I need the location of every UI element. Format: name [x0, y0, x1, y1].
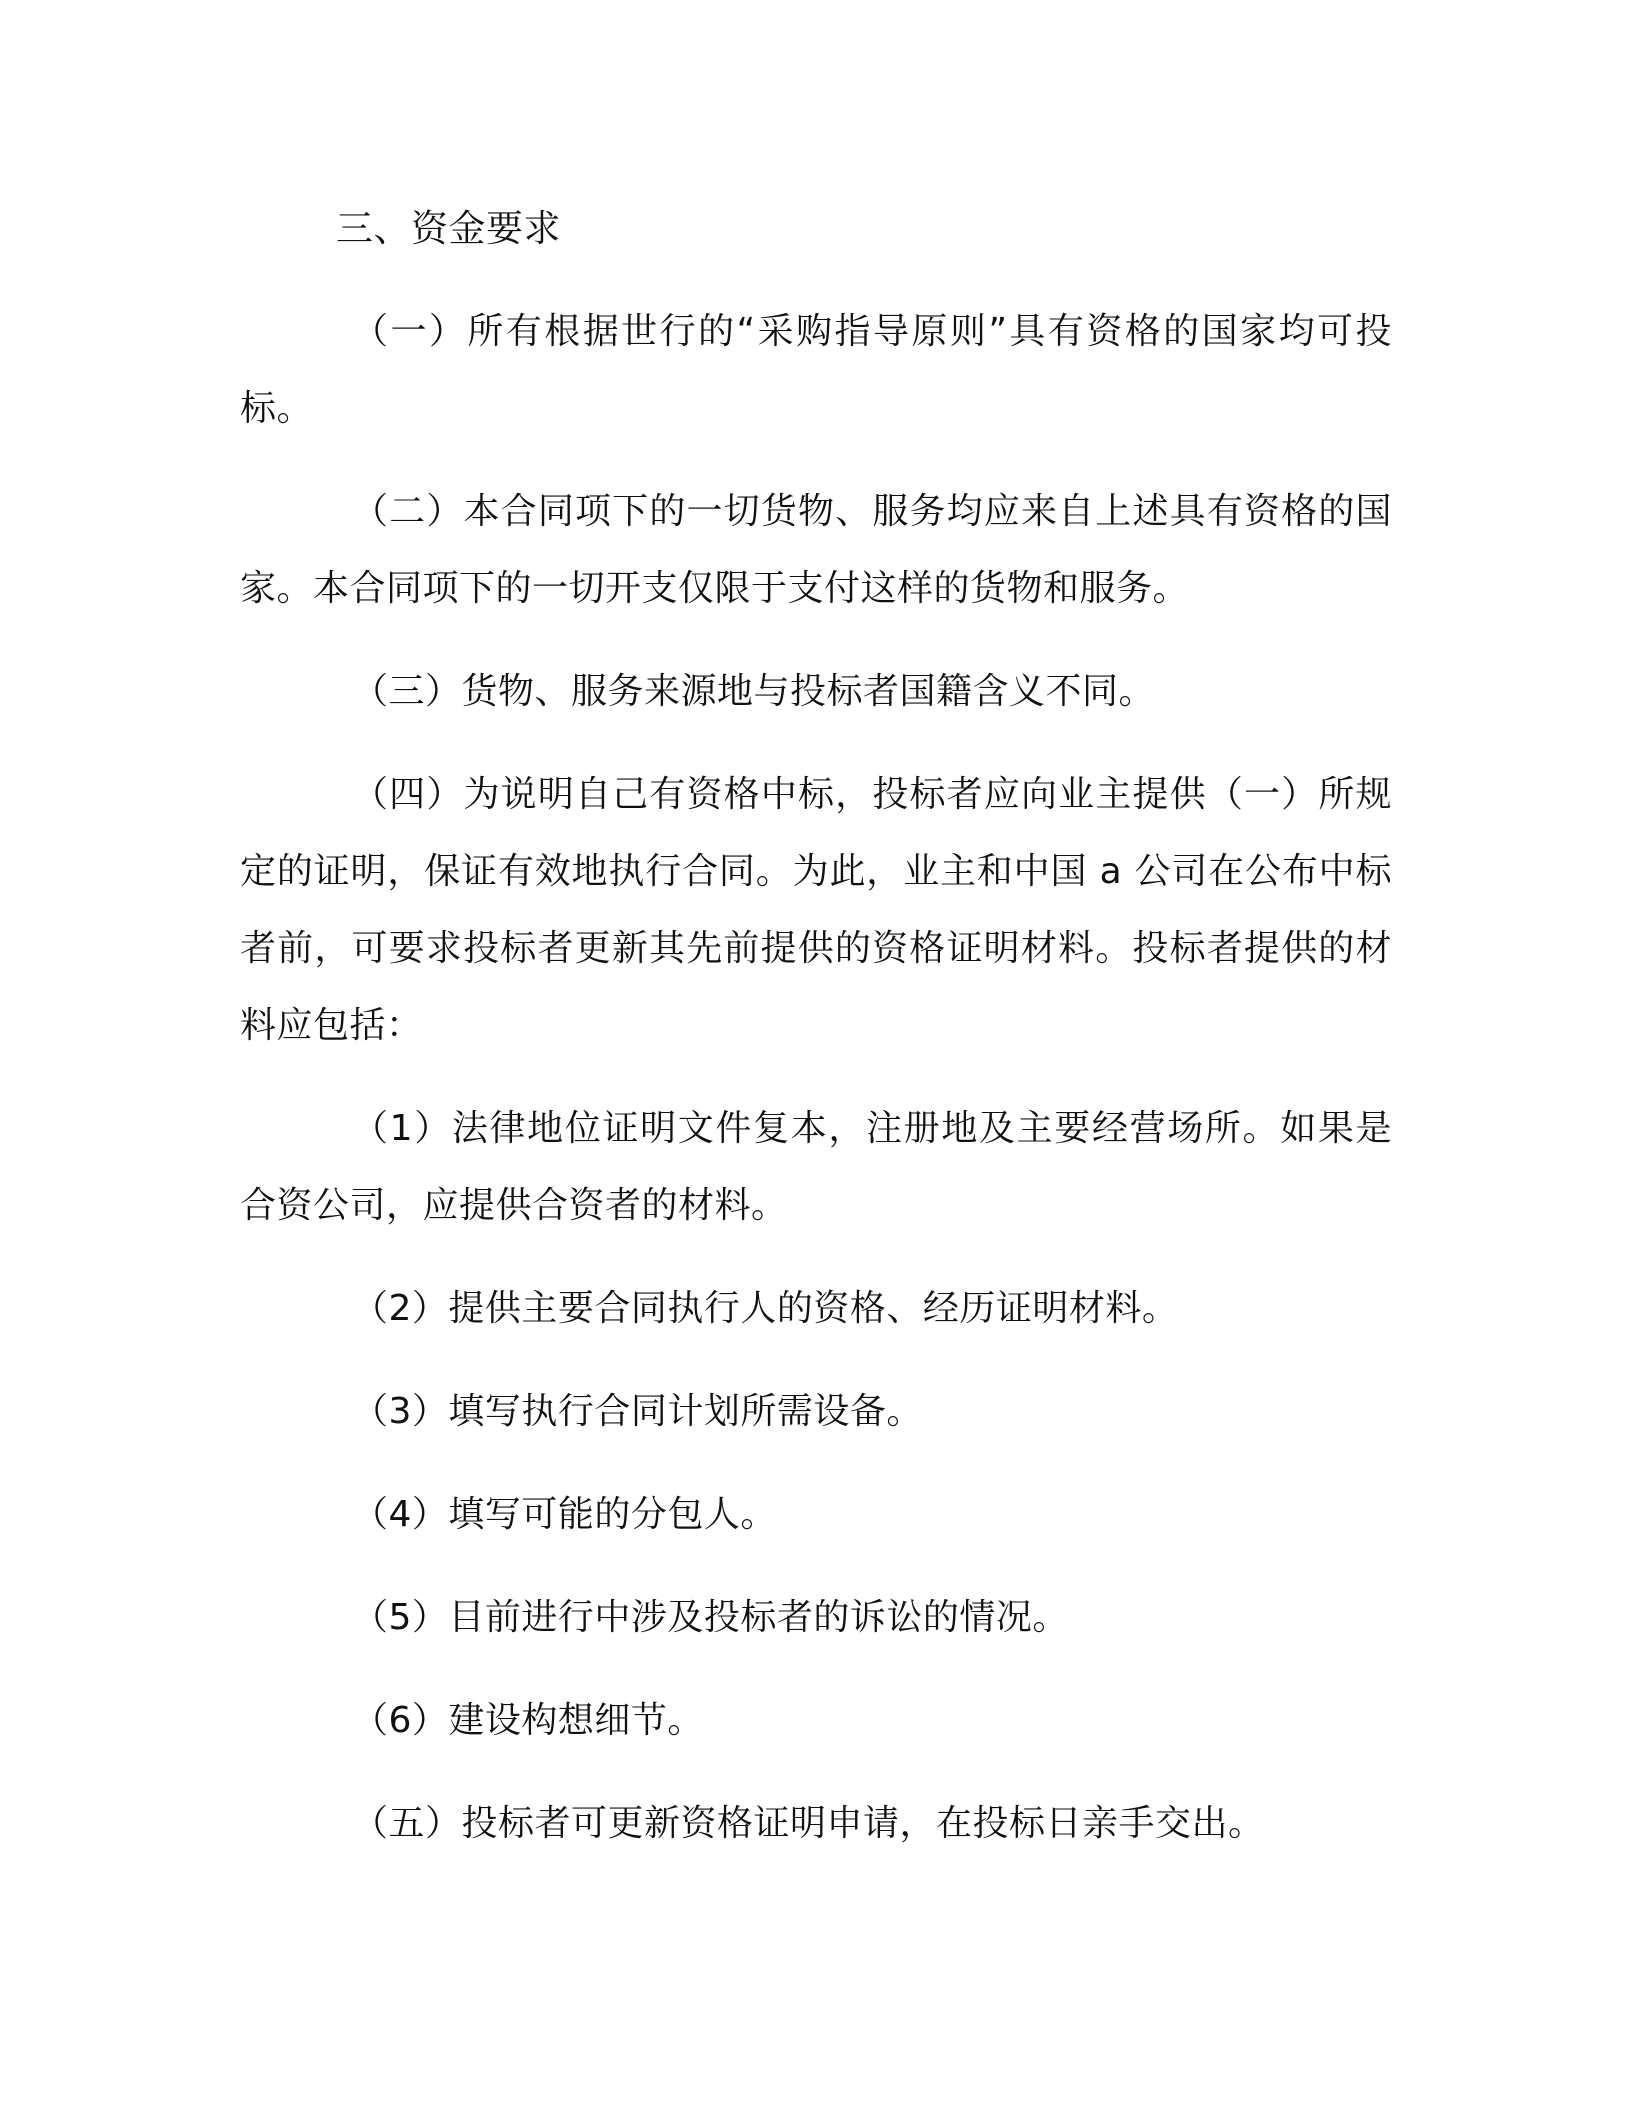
paragraph-5: （五）投标者可更新资格证明申请，在投标日亲手交出。	[352, 1803, 1265, 1844]
list-item-5: （5）目前进行中涉及投标者的诉讼的情况。	[352, 1597, 1069, 1638]
paragraph-2: （二）本合同项下的一切货物、服务均应来自上述具有资格的国家。本合同项下的一切开支仅限于支付这样的货物和服务。	[240, 491, 1392, 609]
list-item-6: （6）建设构想细节。	[352, 1700, 704, 1741]
section-heading: 三、资金要求	[336, 207, 561, 250]
paragraph-4: （四）为说明自己有资格中标，投标者应向业主提供（一）所规定的证明，保证有效地执行合同。为此，业主和中国 a 公司在公布中标者前，可要求投标者更新其先前提供的资格证明材料。投标者提供的材料应包括：	[240, 774, 1392, 1046]
paragraph-1: （一）所有根据世行的“采购指导原则”具有资格的国家均可投标。	[240, 311, 1392, 429]
list-item-4: （4）填写可能的分包人。	[352, 1494, 777, 1535]
document-body	[240, 190, 1392, 1862]
list-item-2: （2）提供主要合同执行人的资格、经历证明材料。	[352, 1288, 1179, 1329]
list-item-1: （1）法律地位证明文件复本，注册地及主要经营场所。如果是合资公司，应提供合资者的材料。	[240, 1108, 1392, 1226]
list-item-3: （3）填写执行合同计划所需设备。	[352, 1391, 923, 1432]
paragraph-3: （三）货物、服务来源地与投标者国籍含义不同。	[352, 671, 1156, 712]
